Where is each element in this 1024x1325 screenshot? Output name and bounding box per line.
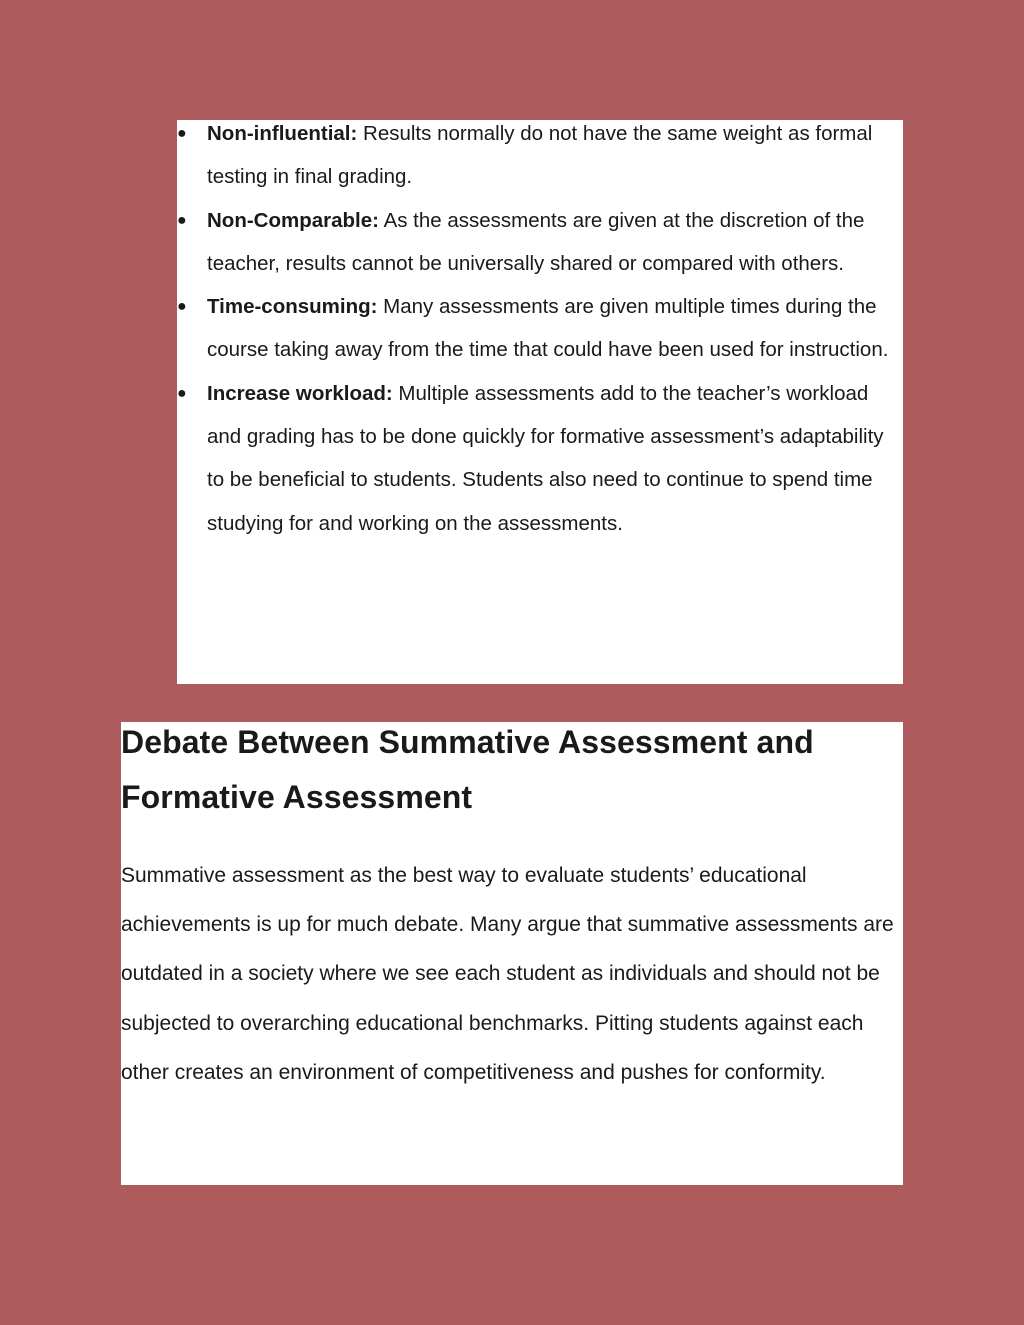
list-item: [177, 372, 903, 545]
disadvantages-list: [177, 112, 903, 545]
section-title-line-2: Formative Assessment: [121, 779, 473, 815]
bullet-term: Non-Comparable:: [207, 208, 379, 232]
bullet-term: Time-consuming:: [207, 295, 378, 319]
list-item: [177, 112, 903, 199]
debate-paragraph: Summative assessment as the best way to evaluate students’ educational achievements is up for much debate. Many argue that summative assessments are outdated in a society where we see each student as individuals and should not be subjected to overarching educational benchmarks. Pitting students against each other creates an environment of competitiveness and pushes for conformity.: [121, 864, 894, 1084]
bullet-icon: ●: [177, 125, 187, 142]
bullet-icon: ●: [177, 384, 187, 402]
bullet-icon: ●: [177, 298, 187, 316]
bullet-text: Multiple assessments add to the teacher’s workload and grading has to be done quickly for formative assessment’s adaptability to be beneficial to students. Students also need to continue to spend time studying for and working on the assessments.: [207, 381, 884, 535]
bullet-icon: ●: [177, 211, 187, 229]
bullet-term: Non-influential:: [207, 122, 358, 145]
section-title: [121, 715, 903, 825]
section-title-line-1: Debate Between Summative Assessment and: [121, 724, 814, 760]
bullet-text: Many assessments are given multiple times during the course taking away from the time that could have been used for instruction.: [207, 295, 889, 362]
bullet-term: Increase workload:: [207, 381, 393, 405]
bullet-text: Results normally do not have the same weight as formal testing in final grading.: [207, 122, 873, 189]
debate-card: [121, 722, 903, 1185]
list-item: [177, 199, 903, 286]
bullet-text: As the assessments are given at the discretion of the teacher, results cannot be universally shared or compared with others.: [207, 208, 865, 275]
list-item: [177, 285, 903, 372]
disadvantages-card: [177, 120, 903, 684]
